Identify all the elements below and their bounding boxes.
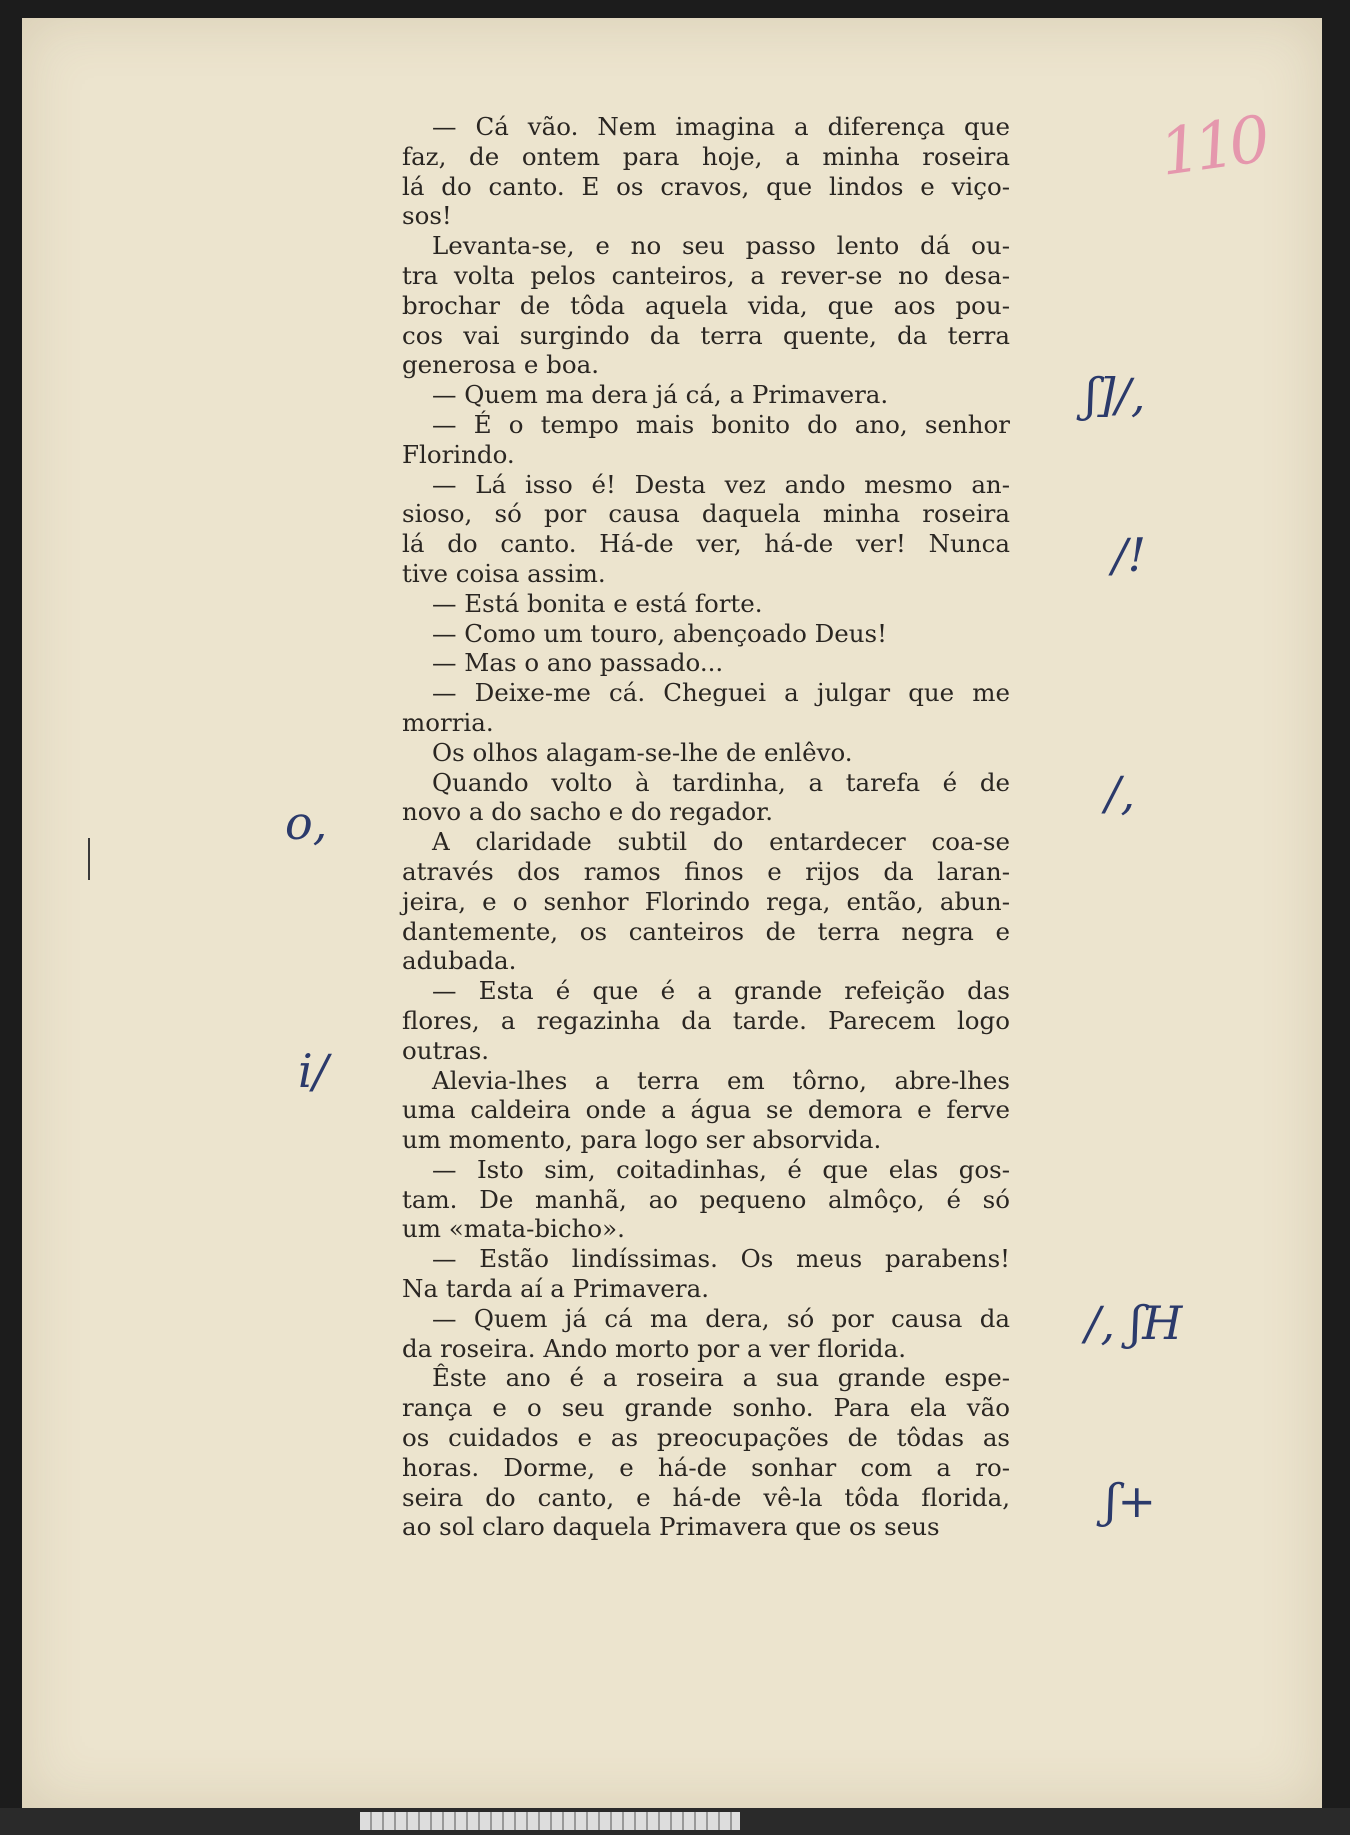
text-line: tam. De manhã, ao pequeno almôço, é só [402, 1184, 1010, 1214]
text-line: — Quem ma dera já cá, a Primavera. [432, 380, 889, 410]
margin-mark-left-2: i/ [298, 1044, 329, 1098]
page-number: 110 [1155, 103, 1269, 191]
text-line: jeira, e o senhor Florindo rega, então, abun- [402, 886, 1010, 916]
text-line: — Estão lindíssimas. Os meus parabens! [432, 1244, 1010, 1274]
text-line: sos! [402, 201, 452, 231]
text-line: morria. [402, 707, 494, 737]
text-line: — Como um touro, abençoado Deus! [432, 618, 887, 648]
text-line: Os olhos alagam-se-lhe de enlêvo. [432, 737, 853, 767]
text-line: uma caldeira onde a água se demora e ferve [402, 1095, 1010, 1125]
text-line: flores, a regazinha da tarde. Parecem logo [402, 1005, 1010, 1035]
text-line: tra volta pelos canteiros, a rever-se no desa- [402, 260, 1010, 290]
margin-mark-proof-4: /, ʃH [1085, 1296, 1183, 1350]
color-scale-strip [360, 1812, 740, 1830]
text-line: faz, de ontem para hoje, a minha roseira [402, 141, 1010, 171]
text-line: adubada. [402, 946, 517, 976]
text-line: os cuidados e as preocupações de tôdas as [402, 1423, 1010, 1453]
text-line: — Mas o ano passado... [432, 648, 724, 678]
text-line: — Quem já cá ma dera, só por causa da [432, 1303, 1010, 1333]
text-line: — Deixe-me cá. Cheguei a julgar que me [432, 678, 1010, 708]
text-line: — É o tempo mais bonito do ano, senhor [432, 409, 1010, 439]
text-line: da roseira. Ando morto por a ver florida. [402, 1333, 906, 1363]
text-line: seira do canto, e há-de vê-la tôda florida, [402, 1482, 1010, 1512]
text-line: — Cá vão. Nem imagina a diferença que [432, 112, 1010, 141]
text-line: — Lá isso é! Desta vez ando mesmo an- [432, 469, 1010, 499]
margin-mark-proof-3: /, [1105, 766, 1136, 820]
text-line: horas. Dorme, e há-de sonhar com a ro- [402, 1452, 1010, 1482]
text-line: outras. [402, 1035, 490, 1065]
text-line: generosa e boa. [402, 350, 600, 380]
margin-tick [88, 838, 90, 880]
text-line: rança e o seu grande sonho. Para ela vão [402, 1393, 1010, 1423]
text-line: brochar de tôda aquela vida, que aos pou- [402, 290, 1010, 320]
text-line: dantemente, os canteiros de terra negra e [402, 916, 1010, 946]
text-line: Quando volto à tardinha, a tarefa é de [432, 767, 1010, 797]
text-line: Florindo. [402, 439, 515, 469]
text-line: tive coisa assim. [402, 558, 606, 588]
text-line: — Esta é que é a grande refeição das [432, 976, 1010, 1006]
text-line: cos vai surgindo da terra quente, da terra [402, 320, 1010, 350]
text-line: um momento, para logo ser absorvida. [402, 1125, 882, 1155]
margin-mark-proof-1: ʃ]/, [1085, 368, 1146, 422]
text-line: através dos ramos finos e rijos da laran- [402, 856, 1010, 886]
margin-mark-left-1: o, [285, 796, 328, 850]
text-line: — Está bonita e está forte. [432, 588, 763, 618]
text-line: Êste ano é a roseira a sua grande espe- [432, 1363, 1010, 1393]
body-text [402, 112, 1010, 1542]
text-line: um «mata-bicho». [402, 1214, 625, 1244]
margin-mark-proof-5: ʃ+ [1105, 1474, 1157, 1528]
text-line: Na tarda aí a Primavera. [402, 1274, 710, 1304]
text-line: ao sol claro daquela Primavera que os seus [402, 1512, 940, 1542]
text-line: lá do canto. Há-de ver, há-de ver! Nunca [402, 529, 1010, 559]
text-line: novo a do sacho e do regador. [402, 797, 773, 827]
margin-mark-proof-2: /! [1112, 528, 1146, 582]
text-line: Alevia-lhes a terra em tôrno, abre-lhes [432, 1065, 1010, 1095]
text-line: lá do canto. E os cravos, que lindos e viço- [402, 171, 1010, 201]
text-line: Levanta-se, e no seu passo lento dá ou- [432, 231, 1010, 261]
text-line: sioso, só por causa daquela minha roseira [402, 499, 1010, 529]
text-line: A claridade subtil do entardecer coa-se [432, 827, 1010, 857]
text-line: — Isto sim, coitadinhas, é que elas gos- [432, 1154, 1010, 1184]
